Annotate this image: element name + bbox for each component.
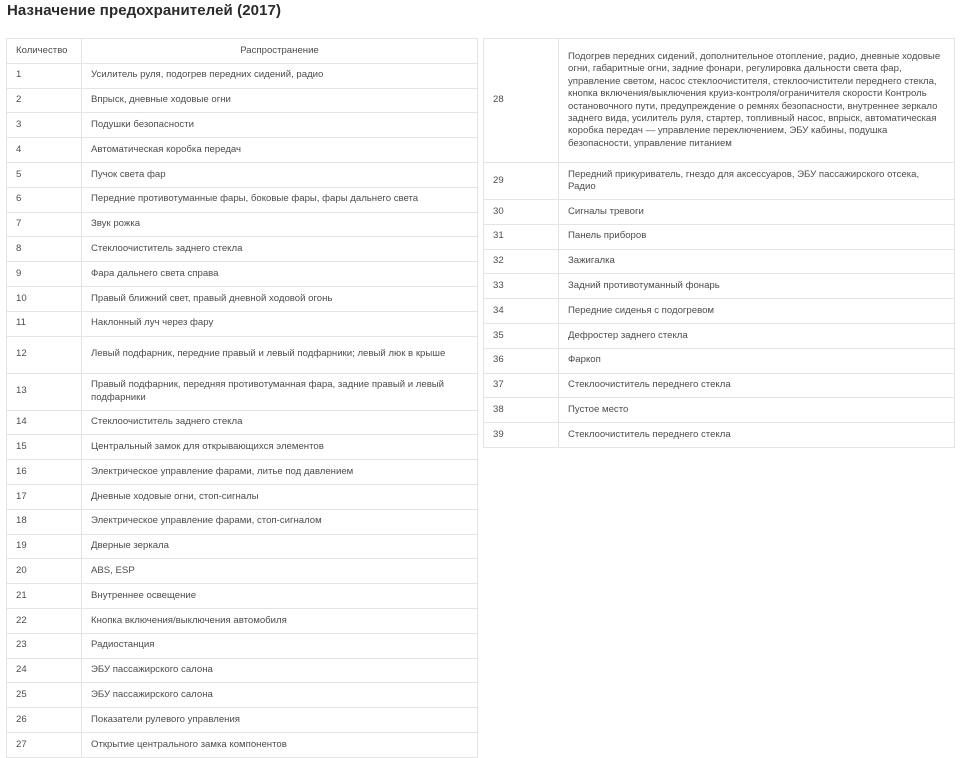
fuse-description: Центральный замок для открывающихся элементов	[82, 435, 478, 460]
fuse-description: Кнопка включения/выключения автомобиля	[82, 608, 478, 633]
fuse-description: Передние сиденья с подогревом	[559, 299, 955, 324]
table-row	[7, 262, 478, 287]
fuse-number: 7	[7, 212, 82, 237]
fuse-description: Внутреннее освещение	[82, 584, 478, 609]
fuse-number: 38	[484, 398, 559, 423]
fuse-number: 24	[7, 658, 82, 683]
fuse-description: Усилитель руля, подогрев передних сидений, радио	[82, 63, 478, 88]
table-row	[7, 410, 478, 435]
fuse-description: ABS, ESP	[82, 559, 478, 584]
table-row	[7, 212, 478, 237]
header-description: Распространение	[82, 39, 478, 64]
page-title: Назначение предохранителей (2017)	[7, 2, 282, 19]
fuse-description: Правый ближний свет, правый дневной ходовой огонь	[82, 286, 478, 311]
fuse-description: Стеклоочиститель переднего стекла	[559, 373, 955, 398]
fuse-description: Дневные ходовые огни, стоп-сигналы	[82, 484, 478, 509]
fuse-description: Дефростер заднего стекла	[559, 323, 955, 348]
table-row	[7, 683, 478, 708]
table-row	[484, 323, 955, 348]
fuse-number: 12	[7, 336, 82, 373]
fuse-number: 29	[484, 163, 559, 200]
fuse-description: Правый подфарник, передняя противотуманная фара, задние правый и левый подфарники	[82, 373, 478, 410]
fuse-number: 25	[7, 683, 82, 708]
fuse-number: 23	[7, 633, 82, 658]
table-header-row	[7, 39, 478, 64]
fuse-description: Фара дальнего света справа	[82, 262, 478, 287]
table-row	[484, 373, 955, 398]
fuse-number: 20	[7, 559, 82, 584]
fuse-number: 15	[7, 435, 82, 460]
fuse-number: 18	[7, 509, 82, 534]
table-row	[7, 584, 478, 609]
fuse-number: 22	[7, 608, 82, 633]
fuse-description: Автоматическая коробка передач	[82, 138, 478, 163]
table-row	[7, 88, 478, 113]
table-row	[484, 249, 955, 274]
table-row	[7, 311, 478, 336]
fuse-number: 2	[7, 88, 82, 113]
table-row	[7, 460, 478, 485]
fuse-number: 3	[7, 113, 82, 138]
fuse-number: 8	[7, 237, 82, 262]
header-number: Количество	[7, 39, 82, 64]
fuse-description: Радиостанция	[82, 633, 478, 658]
fuse-description: Передний прикуриватель, гнездо для аксессуаров, ЭБУ пассажирского отсека, Радио	[559, 163, 955, 200]
table-row	[7, 608, 478, 633]
table-row	[7, 373, 478, 410]
table-row	[7, 708, 478, 733]
fuse-description: Стеклоочиститель заднего стекла	[82, 410, 478, 435]
fuse-number: 5	[7, 162, 82, 187]
table-row	[484, 163, 955, 200]
fuse-description: Пустое место	[559, 398, 955, 423]
fuse-number: 13	[7, 373, 82, 410]
table-row	[7, 484, 478, 509]
table-row	[484, 200, 955, 225]
table-row	[7, 633, 478, 658]
table-row	[7, 237, 478, 262]
table-row	[7, 113, 478, 138]
table-row	[7, 187, 478, 212]
table-row	[484, 423, 955, 448]
fuse-number: 30	[484, 200, 559, 225]
fuse-description: Пучок света фар	[82, 162, 478, 187]
table-row	[484, 274, 955, 299]
fuse-number: 21	[7, 584, 82, 609]
fuse-description: Задний противотуманный фонарь	[559, 274, 955, 299]
fuse-description: Стеклоочиститель заднего стекла	[82, 237, 478, 262]
fuse-description: Передние противотуманные фары, боковые фары, фары дальнего света	[82, 187, 478, 212]
fuse-number: 36	[484, 348, 559, 373]
fuse-number: 32	[484, 249, 559, 274]
table-row	[7, 286, 478, 311]
fuse-number: 6	[7, 187, 82, 212]
fuse-number: 26	[7, 708, 82, 733]
fuse-number: 28	[484, 39, 559, 163]
fuse-number: 4	[7, 138, 82, 163]
table-row	[7, 435, 478, 460]
fuse-description: Подогрев передних сидений, дополнительное отопление, радио, дневные ходовые огни, габаритные огни, задние фонари, регулировка дальности света фар, управление светом, насос стеклоочистителя, стеклоочистители переднего стекла, кнопка включения/выключения круиз-контроля/ограничителя скорости Контроль остановочного пути, предупреждение о ремнях безопасности, внутреннее зеркало заднего вида, усилитель руля, стартер, топливный насос, впрыск, автоматическая коробка передач — управление переключением, ЭБУ кабины, подушка безопасности, управление питанием	[559, 39, 955, 163]
fuse-description: Зажигалка	[559, 249, 955, 274]
fuse-description: Открытие центрального замка компонентов	[82, 732, 478, 757]
fuse-description: Фаркоп	[559, 348, 955, 373]
table-row	[7, 162, 478, 187]
fuse-description: Показатели рулевого управления	[82, 708, 478, 733]
table-row	[484, 224, 955, 249]
table-row	[7, 658, 478, 683]
fuse-description: Впрыск, дневные ходовые огни	[82, 88, 478, 113]
fuse-number: 14	[7, 410, 82, 435]
table-row	[7, 509, 478, 534]
table-row	[7, 138, 478, 163]
fuse-description: Стеклоочиститель переднего стекла	[559, 423, 955, 448]
fuse-number: 9	[7, 262, 82, 287]
fuse-description: Левый подфарник, передние правый и левый подфарники; левый люк в крыше	[82, 336, 478, 373]
fuse-description: Подушки безопасности	[82, 113, 478, 138]
fuse-number: 37	[484, 373, 559, 398]
fuse-number: 10	[7, 286, 82, 311]
table-row	[7, 559, 478, 584]
table-row	[484, 39, 955, 163]
fuse-description: Звук рожка	[82, 212, 478, 237]
fuse-description: Электрическое управление фарами, литье под давлением	[82, 460, 478, 485]
table-row	[484, 348, 955, 373]
table-row	[7, 336, 478, 373]
fuse-table-right	[483, 38, 955, 448]
fuse-number: 35	[484, 323, 559, 348]
table-row	[484, 299, 955, 324]
fuse-number: 34	[484, 299, 559, 324]
table-row	[7, 534, 478, 559]
fuse-description: ЭБУ пассажирского салона	[82, 658, 478, 683]
fuse-description: ЭБУ пассажирского салона	[82, 683, 478, 708]
fuse-description: Сигналы тревоги	[559, 200, 955, 225]
fuse-number: 39	[484, 423, 559, 448]
fuse-description: Панель приборов	[559, 224, 955, 249]
table-row	[7, 63, 478, 88]
fuse-number: 11	[7, 311, 82, 336]
fuse-number: 27	[7, 732, 82, 757]
fuse-table-left	[6, 38, 478, 758]
fuse-number: 16	[7, 460, 82, 485]
table-row	[484, 398, 955, 423]
fuse-number: 19	[7, 534, 82, 559]
fuse-number: 17	[7, 484, 82, 509]
fuse-number: 1	[7, 63, 82, 88]
fuse-number: 33	[484, 274, 559, 299]
fuse-description: Дверные зеркала	[82, 534, 478, 559]
fuse-description: Электрическое управление фарами, стоп-сигналом	[82, 509, 478, 534]
table-row	[7, 732, 478, 757]
fuse-number: 31	[484, 224, 559, 249]
fuse-description: Наклонный луч через фару	[82, 311, 478, 336]
